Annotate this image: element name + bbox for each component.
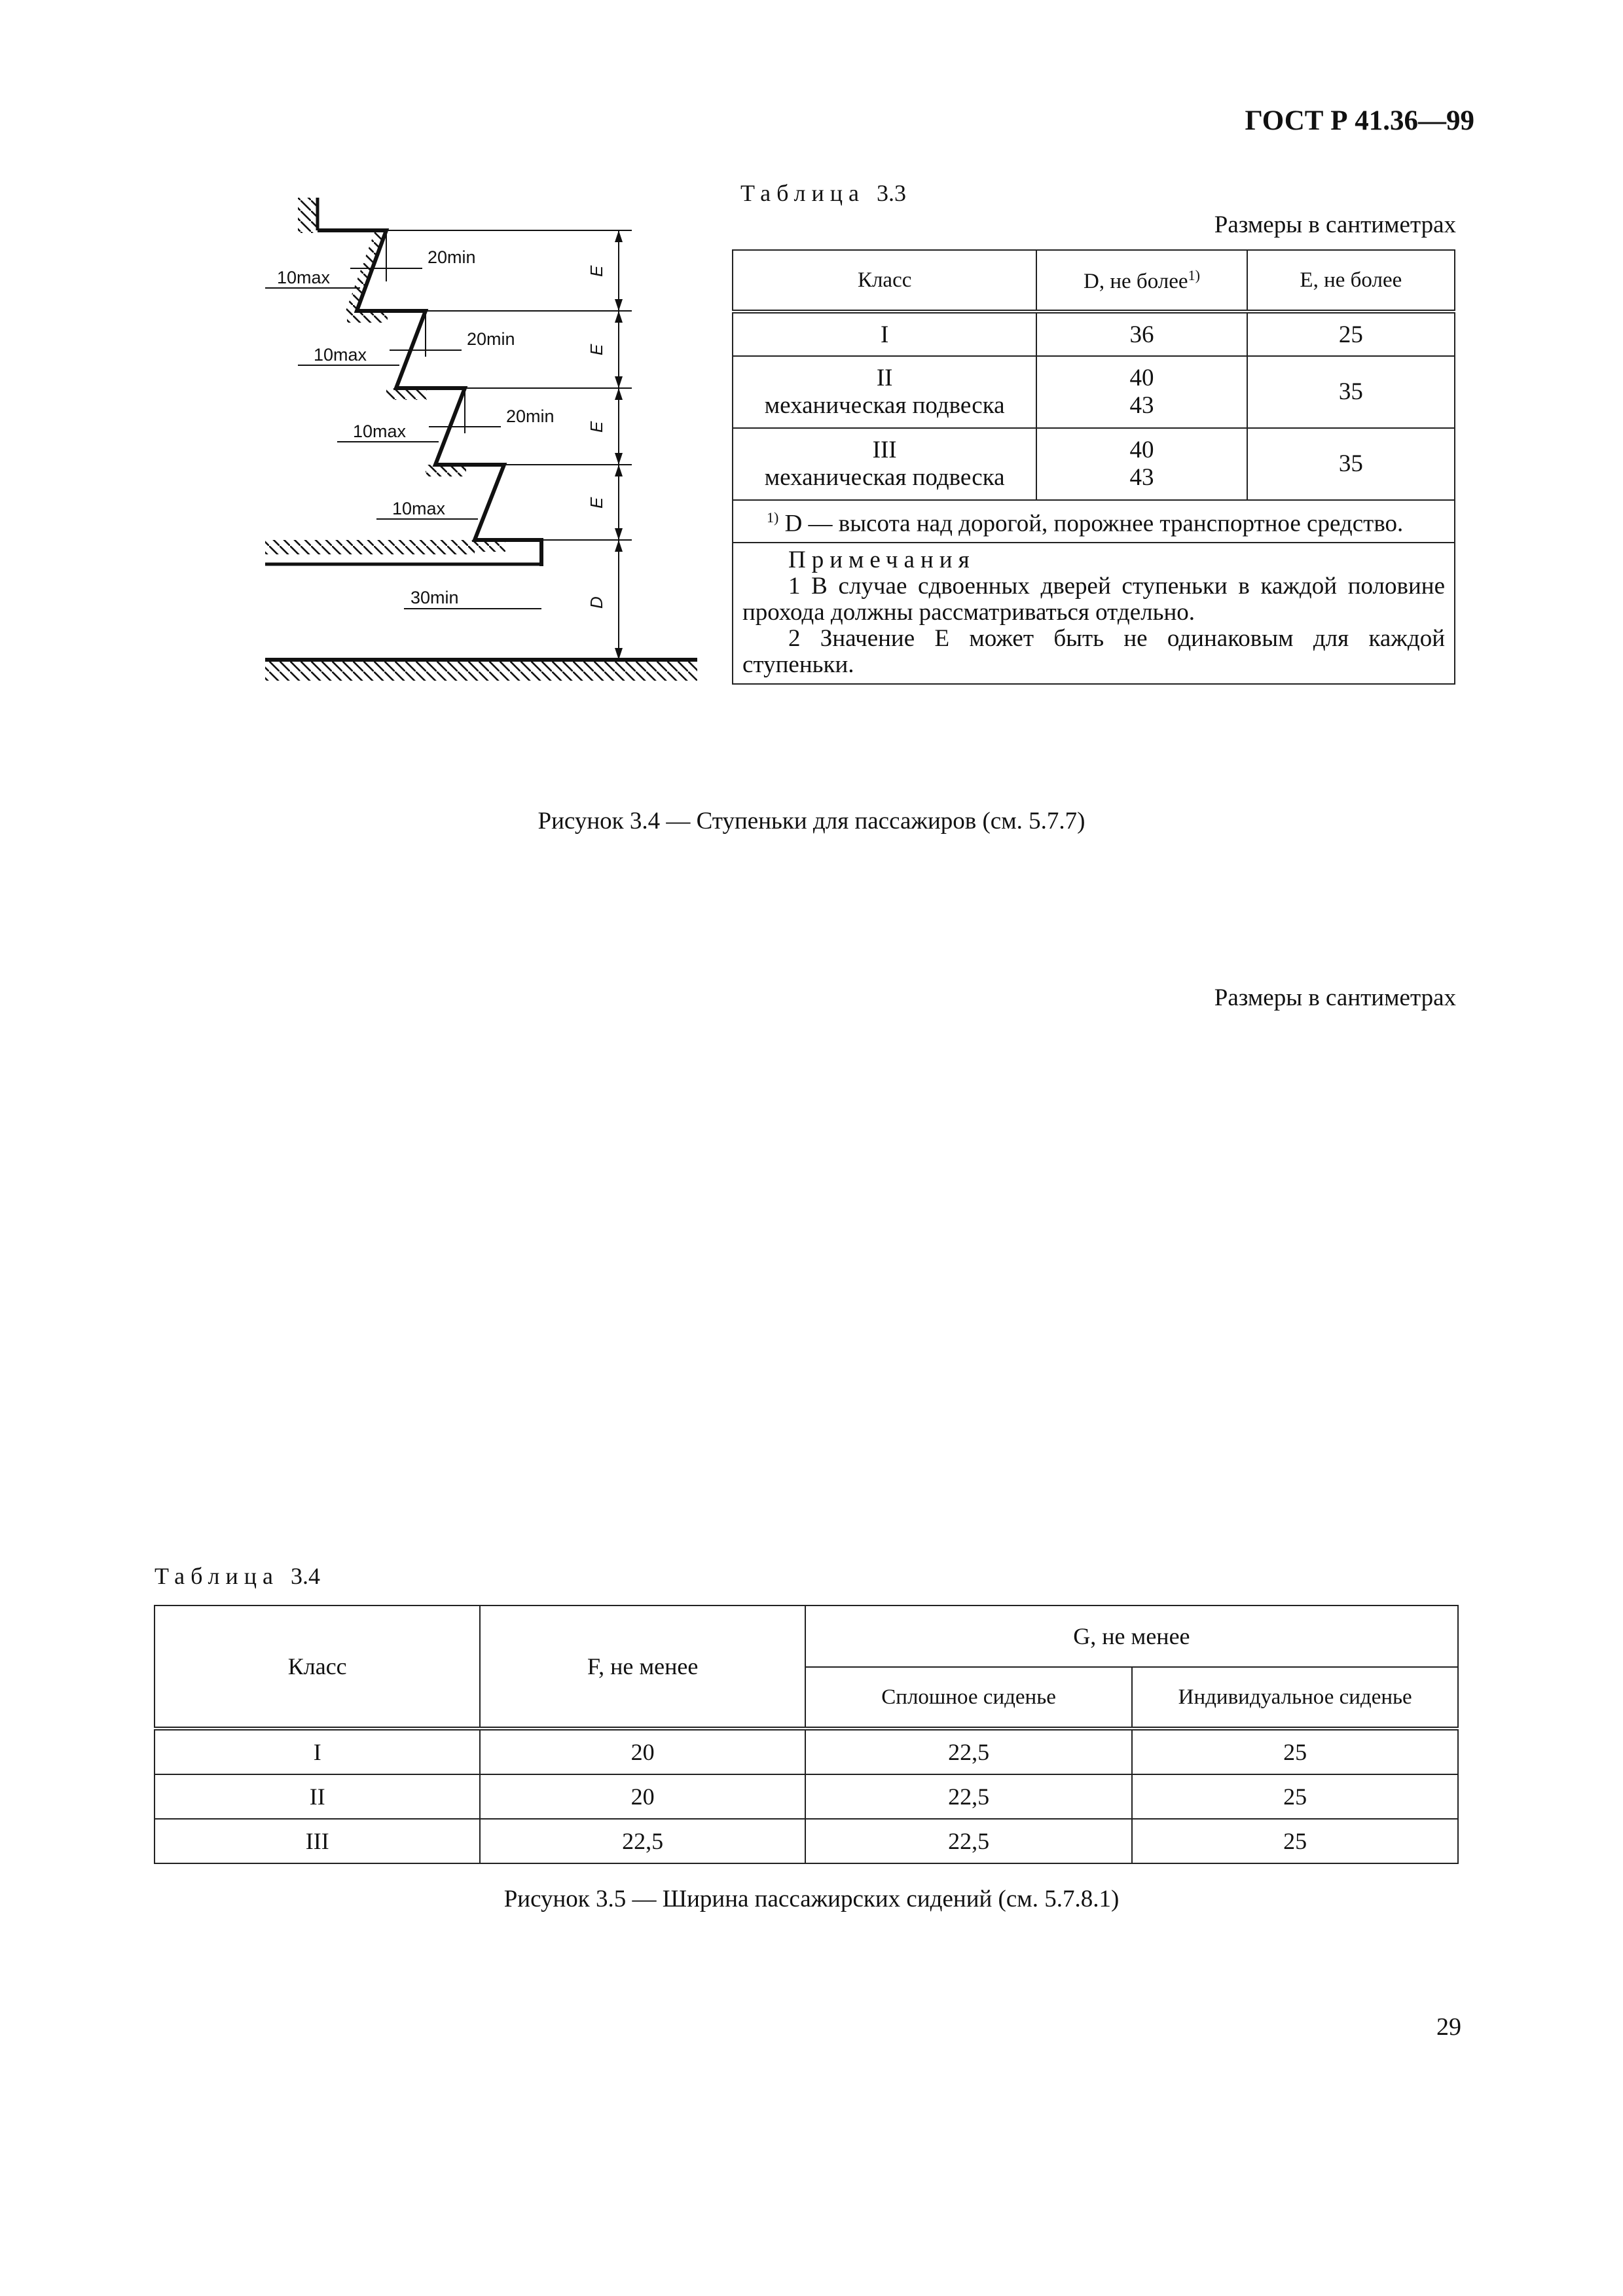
dim-d-label: D bbox=[587, 596, 606, 609]
figure-3-4-caption: Рисунок 3.4 — Ступеньки для пассажиров (см. 5.7.7) bbox=[538, 808, 1085, 834]
table-row: III 22,5 22,5 25 bbox=[155, 1819, 1458, 1863]
page-number: 29 bbox=[1436, 2013, 1461, 2041]
table-3-4 bbox=[154, 1605, 1459, 1864]
header-d: D, не более$^{1)}$ bbox=[1036, 250, 1247, 312]
platform-hatch bbox=[265, 540, 475, 554]
dim-e-label: E bbox=[587, 421, 606, 433]
dim-20min: 20min bbox=[428, 247, 476, 267]
table-3-4-caption: Таблица 3.4 bbox=[155, 1563, 320, 1589]
step-hatch bbox=[347, 311, 388, 323]
header-class: Класс bbox=[733, 250, 1036, 312]
wall-hatch bbox=[298, 198, 316, 233]
header-class: Класс bbox=[155, 1605, 480, 1729]
table-row: I 36 25 bbox=[733, 312, 1455, 356]
table-3-3 bbox=[732, 249, 1455, 685]
steps-diagram bbox=[259, 190, 717, 707]
dim-10max: 10max bbox=[314, 345, 367, 365]
header-g: G, не менее bbox=[805, 1605, 1458, 1667]
table-notes: Примечания 1 В случае сдвоенных дверей ступеньки в каждой половине прохода должны рассматриваться отдельно. 2 Значение E может быть не одинаковым для каждой ступеньки. bbox=[733, 543, 1455, 684]
dim-e-label: E bbox=[587, 497, 606, 509]
dim-10max: 10max bbox=[392, 499, 446, 518]
table-3-4-units: Размеры в сантиметрах bbox=[1214, 984, 1456, 1011]
figure-3-5-caption: Рисунок 3.5 — Ширина пассажирских сидений (см. 5.7.8.1) bbox=[503, 1886, 1120, 1912]
step-hatch bbox=[386, 388, 427, 400]
table-3-3-units: Размеры в сантиметрах bbox=[1214, 211, 1456, 238]
ground-hatch bbox=[265, 661, 697, 681]
table-row: III механическая подвеска 40 43 35 bbox=[733, 428, 1455, 500]
dim-20min: 20min bbox=[467, 329, 515, 349]
table-row: II механическая подвеска 40 43 35 bbox=[733, 356, 1455, 428]
step-hatch bbox=[426, 465, 466, 476]
dim-20min: 20min bbox=[506, 406, 555, 426]
step-hatch bbox=[346, 230, 386, 311]
table-row: II 20 22,5 25 bbox=[155, 1774, 1458, 1819]
header-e: E, не более bbox=[1247, 250, 1455, 312]
standard-designation: ГОСТ Р 41.36—99 bbox=[1245, 105, 1474, 136]
dim-30min: 30min bbox=[410, 588, 459, 607]
table-footnote: $^{1)}$ D — высота над дорогой, порожнее транспортное средство. bbox=[733, 500, 1455, 543]
dim-e-label: E bbox=[587, 344, 606, 355]
dim-10max: 10max bbox=[353, 422, 407, 441]
dim-10max: 10max bbox=[277, 268, 331, 287]
table-row: I 20 22,5 25 bbox=[155, 1729, 1458, 1774]
table-3-3-caption: Таблица 3.3 bbox=[740, 180, 906, 206]
dim-e-label: E bbox=[587, 265, 606, 277]
header-g-solid: Сплошное сиденье bbox=[805, 1667, 1133, 1729]
header-g-individual: Индивидуальное сиденье bbox=[1132, 1667, 1458, 1729]
header-f: F, не менее bbox=[480, 1605, 805, 1729]
